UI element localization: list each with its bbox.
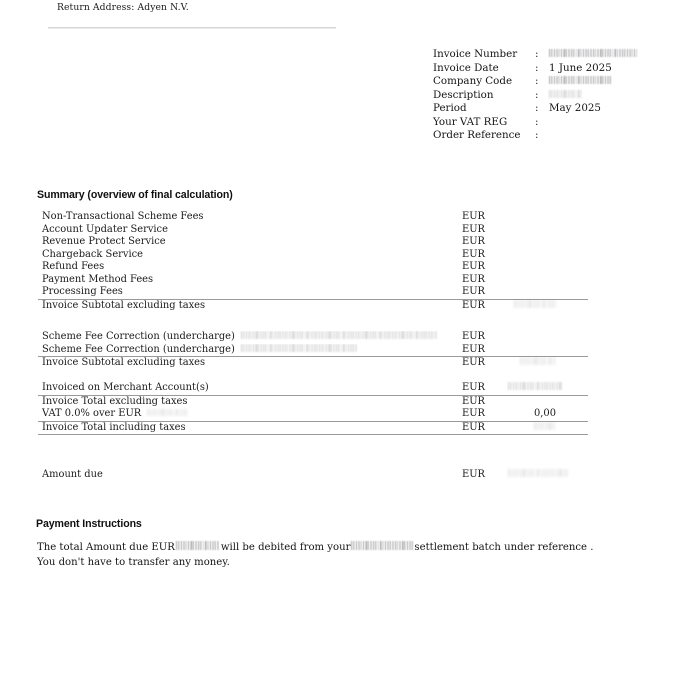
row-description: VAT 0.0% over EUR: [38, 408, 462, 419]
row-currency: EUR: [462, 395, 485, 407]
row-description: Account Updater Service: [42, 223, 168, 235]
meta-value: 1 June 2025: [549, 61, 612, 74]
row-description: Processing Fees: [42, 286, 123, 298]
row-currency: EUR: [462, 299, 485, 311]
row-currency: EUR: [462, 248, 485, 260]
row-description: Invoice Total including taxes: [42, 421, 186, 433]
row-amount: [508, 300, 588, 311]
row-description: Invoice Subtotal excluding taxes: [42, 357, 206, 369]
invoiced-on-merchant-row: [38, 382, 588, 396]
redacted-value: [549, 76, 611, 84]
fee-row: [38, 274, 588, 287]
row-description: Chargeback Service: [42, 248, 143, 260]
meta-label: Company Code: [433, 75, 513, 88]
return-address-label: Return Address:: [57, 2, 135, 13]
meta-row: [433, 89, 637, 103]
meta-row: [433, 102, 637, 116]
fee-row: [38, 249, 588, 262]
row-description: Refund Fees: [42, 261, 105, 273]
row-currency: EUR: [462, 211, 485, 222]
row-currency: EUR: [462, 286, 485, 298]
total-excluding-taxes-row: [38, 396, 588, 409]
fee-row: [38, 261, 588, 274]
row-description: Invoice Total excluding taxes: [42, 395, 188, 407]
redacted-value: [549, 49, 637, 57]
table-spacer: [38, 312, 588, 331]
payment-line-2: You don't have to transfer any money.: [37, 557, 230, 569]
row-amount: [508, 382, 594, 393]
meta-label: Description: [433, 88, 494, 101]
payment-instructions-heading: Payment Instructions: [36, 518, 142, 530]
payment-line-1: [37, 540, 637, 555]
table-spacer: [38, 435, 588, 469]
payment-instructions-body: [37, 540, 637, 570]
meta-value: [549, 89, 583, 103]
fee-row: [38, 224, 588, 237]
meta-value: [549, 48, 637, 62]
meta-label: Period: [433, 102, 467, 115]
meta-colon: :: [535, 129, 539, 142]
meta-row: [433, 75, 637, 89]
redacted-value: [241, 331, 437, 339]
meta-value: May 2025: [549, 102, 601, 115]
row-description: Scheme Fee Correction (undercharge): [38, 344, 462, 355]
meta-colon: :: [535, 102, 539, 115]
vat-row: [38, 408, 588, 421]
row-description: Non-Transactional Scheme Fees: [42, 211, 204, 222]
row-amount: 0,00: [534, 408, 556, 420]
row-description: Amount due: [42, 469, 103, 481]
redacted-value: [549, 90, 583, 98]
amount-due-row: [38, 469, 588, 482]
row-description: Invoice Subtotal excluding taxes: [42, 299, 206, 311]
meta-row: [433, 129, 637, 143]
payment-line-1-part-1: The total Amount due EUR: [37, 542, 175, 553]
correction-row: [38, 331, 588, 344]
redacted-value: [514, 300, 556, 308]
subtotal-row: [38, 356, 588, 370]
total-including-taxes-row: [38, 421, 588, 436]
row-amount: [508, 357, 588, 368]
meta-colon: :: [535, 75, 539, 88]
row-currency: EUR: [462, 382, 485, 394]
row-currency: EUR: [462, 236, 485, 248]
summary-heading: Summary (overview of final calculation): [37, 189, 233, 201]
row-currency: EUR: [462, 261, 485, 273]
row-description: Revenue Protect Service: [42, 236, 166, 248]
invoice-meta-block: [433, 48, 637, 143]
summary-table: [38, 211, 588, 482]
meta-row: [433, 62, 637, 76]
meta-label: Your VAT REG: [433, 115, 508, 128]
correction-row: [38, 344, 588, 357]
row-currency: EUR: [462, 331, 485, 343]
meta-colon: :: [535, 115, 539, 128]
redacted-value: [534, 422, 556, 430]
meta-value: [549, 75, 611, 89]
meta-colon: :: [535, 88, 539, 101]
fee-row: [38, 286, 588, 299]
subtotal-row: [38, 299, 588, 313]
meta-colon: :: [535, 48, 539, 60]
row-description: Scheme Fee Correction (undercharge): [38, 331, 462, 342]
row-currency: EUR: [462, 273, 485, 285]
redacted-value: [520, 357, 556, 365]
payment-line-1-part-3: settlement batch under reference .: [414, 542, 594, 553]
row-description: Invoiced on Merchant Account(s): [42, 382, 209, 394]
meta-colon: :: [535, 61, 539, 74]
row-description: Payment Method Fees: [42, 273, 154, 285]
redacted-value: [241, 344, 357, 352]
redacted-value: [508, 382, 562, 390]
meta-row: [433, 48, 637, 62]
meta-label: Order Reference: [433, 129, 521, 142]
payment-account-redaction: [351, 541, 413, 550]
redacted-value: [508, 469, 568, 477]
row-amount: [508, 422, 588, 433]
fee-row: [38, 236, 588, 249]
row-currency: EUR: [462, 223, 485, 235]
row-currency: EUR: [462, 343, 485, 355]
fee-row: [38, 211, 588, 224]
meta-label: Invoice Number: [433, 48, 518, 60]
payment-line-1-part-2: will be debited from your: [220, 542, 351, 553]
return-address: [57, 2, 189, 13]
row-currency: EUR: [462, 421, 485, 433]
payment-amount-redaction: [176, 541, 220, 550]
meta-label: Invoice Date: [433, 61, 499, 74]
redacted-value: [147, 409, 187, 416]
meta-row: [433, 116, 637, 130]
return-address-value: Adyen N.V.: [137, 2, 189, 13]
row-amount: [508, 469, 600, 480]
row-currency: EUR: [462, 469, 485, 481]
row-currency: EUR: [462, 357, 485, 369]
table-spacer: [38, 370, 588, 382]
row-currency: EUR: [462, 408, 485, 420]
header-divider: [48, 27, 336, 29]
